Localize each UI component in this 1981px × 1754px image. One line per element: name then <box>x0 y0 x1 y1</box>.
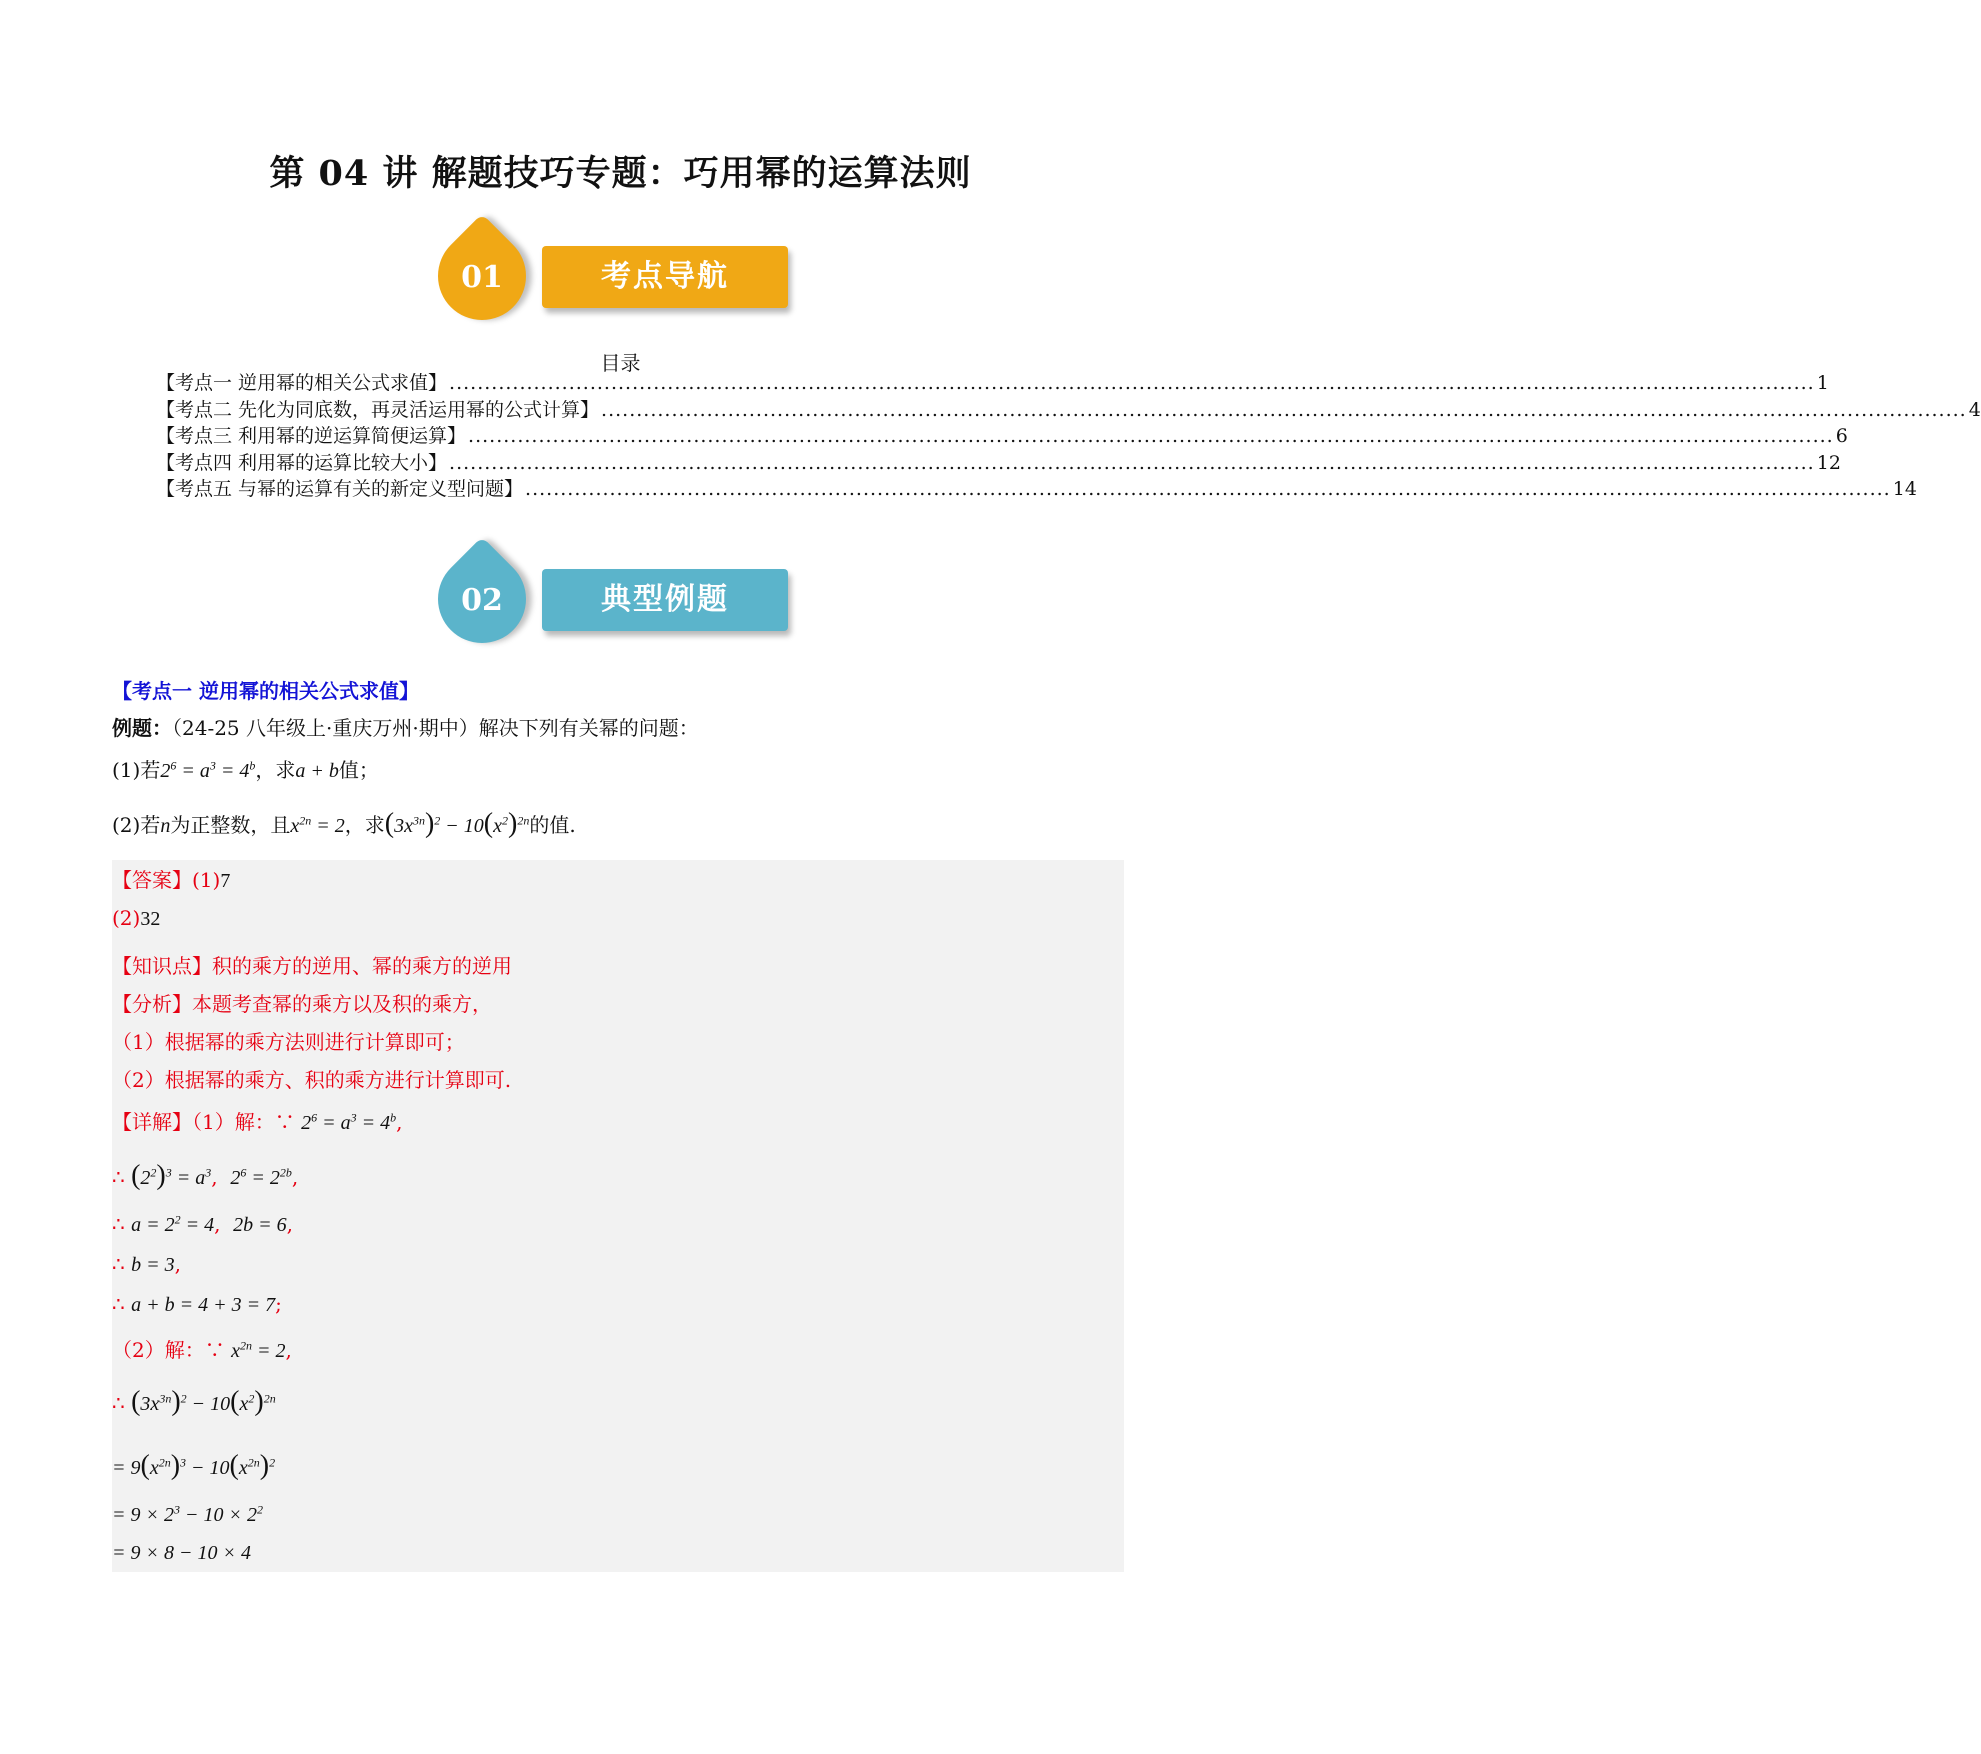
detail-line-8: = $9(x^{2n})^3 - 10(x^{2n})^2$ <box>112 1450 276 1481</box>
detail-line-1: 【详解】（1）解：∵ $2^6 = a^3 = 4^b$, <box>112 1110 403 1134</box>
badge-navigation <box>438 232 798 332</box>
answer-1: 【答案】(1)7 <box>112 868 231 892</box>
toc-item[interactable]: 【考点二 先化为同底数，再灵活运用幂的公式计算】 .................................................................................................................................................................................................. 4 <box>156 398 1981 421</box>
detail-line-7: ∴ $(3x^{3n})^2 - 10(x^2)^{2n}$ <box>112 1386 276 1417</box>
badge-number: 02 <box>461 583 503 618</box>
question-2: (2)若n为正整数，且$x^{2n} = 2$，求$(3x^{3n})^2 - 10(x^2)^{2n}$的值. <box>112 808 576 839</box>
analysis-1: （1）根据幂的乘方法则进行计算即可； <box>112 1030 465 1054</box>
analysis: 【分析】本题考查幂的乘方以及积的乘方， <box>112 992 492 1016</box>
toc-item[interactable]: 【考点五 与幂的运算有关的新定义型问题】 .................................................................................................................................................................................................. 14 <box>156 478 1917 500</box>
example-label: 例题： <box>112 716 172 740</box>
detail-line-2: ∴ $(2^2)^3 = a^3$, $2^6 = 2^{2b}$, <box>112 1160 299 1191</box>
page-title: 第 04 讲 解题技巧专题：巧用幂的运算法则 <box>269 153 972 194</box>
detail-line-9: = $9 \times 2^3 - 10 \times 2^2$ <box>112 1502 263 1526</box>
detail-line-3: ∴ $a = 2^2 = 4$, 2b = 6, <box>112 1212 294 1236</box>
knowledge-point: 【知识点】积的乘方的逆用、幂的乘方的逆用 <box>112 954 512 978</box>
table-of-contents <box>156 370 1981 503</box>
answer-2: (2)32 <box>112 906 161 930</box>
badge-examples <box>438 555 798 655</box>
detail-line-5: ∴ a + b = 4 + 3 = 7; <box>112 1292 282 1316</box>
example-line: 例题：（24-25 八年级上·重庆万州·期中）解决下列有关幂的问题： <box>112 716 699 740</box>
detail-line-4: ∴ b = 3, <box>112 1252 181 1276</box>
toc-item[interactable]: 【考点四 利用幂的运算比较大小】 .................................................................................................................................................................................................. 12 <box>156 451 1841 474</box>
badge-label: 考点导航 <box>542 246 788 308</box>
analysis-2: （2）根据幂的乘方、积的乘方进行计算即可. <box>112 1068 512 1092</box>
badge-label: 典型例题 <box>542 569 788 631</box>
badge-number: 01 <box>461 260 503 295</box>
toc-heading: 目录 <box>600 351 641 375</box>
question-1: (1)若$2^6 = a^3 = 4^b$，求a + b值； <box>112 758 379 782</box>
toc-item[interactable]: 【考点三 利用幂的逆运算简便运算】 .................................................................................................................................................................................................. 6 <box>156 425 1848 447</box>
detail-line-10: = 9 × 8 − 10 × 4 <box>112 1542 251 1564</box>
detail-line-6: （2）解：∵ $x^{2n} = 2$, <box>112 1338 292 1362</box>
section-heading: 【考点一 逆用幂的相关公式求值】 <box>112 679 419 703</box>
toc-item[interactable]: 【考点一 逆用幂的相关公式求值】 .................................................................................................................................................................................................. 1 <box>156 372 1829 394</box>
